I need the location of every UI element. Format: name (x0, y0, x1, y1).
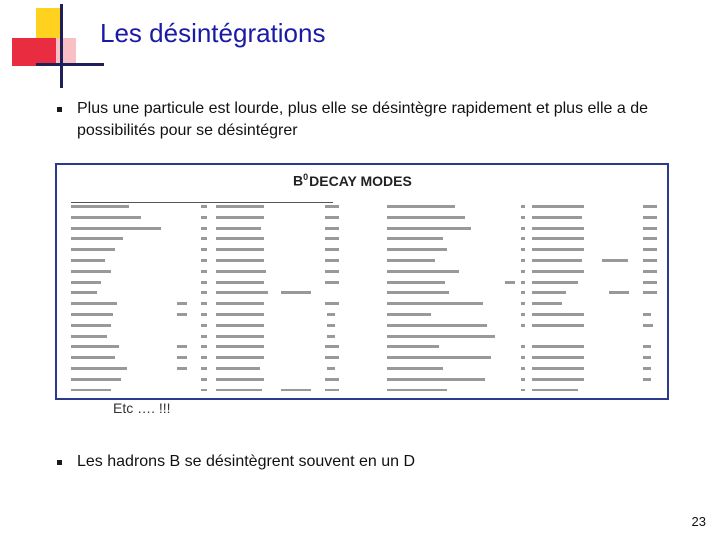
figure-title-prefix: B (293, 172, 304, 189)
slide-title: Les désintégrations (100, 18, 326, 48)
table-row (71, 335, 346, 346)
table-row (71, 378, 346, 389)
table-row (387, 324, 657, 335)
table-row (387, 313, 657, 324)
table-row (387, 227, 657, 238)
table-row (71, 356, 346, 367)
figure-title (293, 172, 412, 189)
page-number: 23 (691, 514, 706, 529)
decay-table-left (71, 205, 346, 399)
table-row (71, 389, 346, 400)
bullet-text: Les hadrons B se désintègrent souvent en un D (77, 453, 415, 470)
table-row (387, 216, 657, 227)
bullet-text: Plus une particule est lourde, plus elle se désintègre rapidement et plus elle a de possibilités pour se désintégrer (77, 100, 649, 139)
table-row (71, 324, 346, 335)
table-row (71, 281, 346, 292)
bullet-marker (57, 107, 62, 112)
table-row (387, 205, 657, 216)
table-row (71, 237, 346, 248)
table-row (387, 378, 657, 389)
table-row (387, 367, 657, 378)
table-row (71, 367, 346, 378)
figure-rule (71, 202, 333, 203)
decay-table-right (387, 205, 657, 399)
table-row (71, 259, 346, 270)
slide-logo (0, 0, 110, 90)
table-row (71, 216, 346, 227)
table-row (71, 270, 346, 281)
table-row (387, 335, 657, 346)
table-row (71, 227, 346, 238)
table-row (387, 345, 657, 356)
table-row (71, 345, 346, 356)
table-row (71, 291, 346, 302)
table-row (387, 389, 657, 400)
table-row (387, 248, 657, 259)
table-row (387, 281, 657, 292)
table-row (387, 356, 657, 367)
table-row (387, 270, 657, 281)
figure-title-body: DECAY MODES (309, 172, 412, 189)
table-row (71, 205, 346, 216)
table-row (387, 291, 657, 302)
bullet-marker (57, 460, 62, 465)
figure-caption: Etc …. !!! (113, 400, 171, 416)
table-row (71, 302, 346, 313)
table-row (387, 237, 657, 248)
table-row (71, 313, 346, 324)
figure-title-superscript: 0 (303, 172, 309, 182)
table-row (387, 259, 657, 270)
decay-modes-figure (55, 163, 669, 400)
table-row (387, 302, 657, 313)
table-row (71, 248, 346, 259)
